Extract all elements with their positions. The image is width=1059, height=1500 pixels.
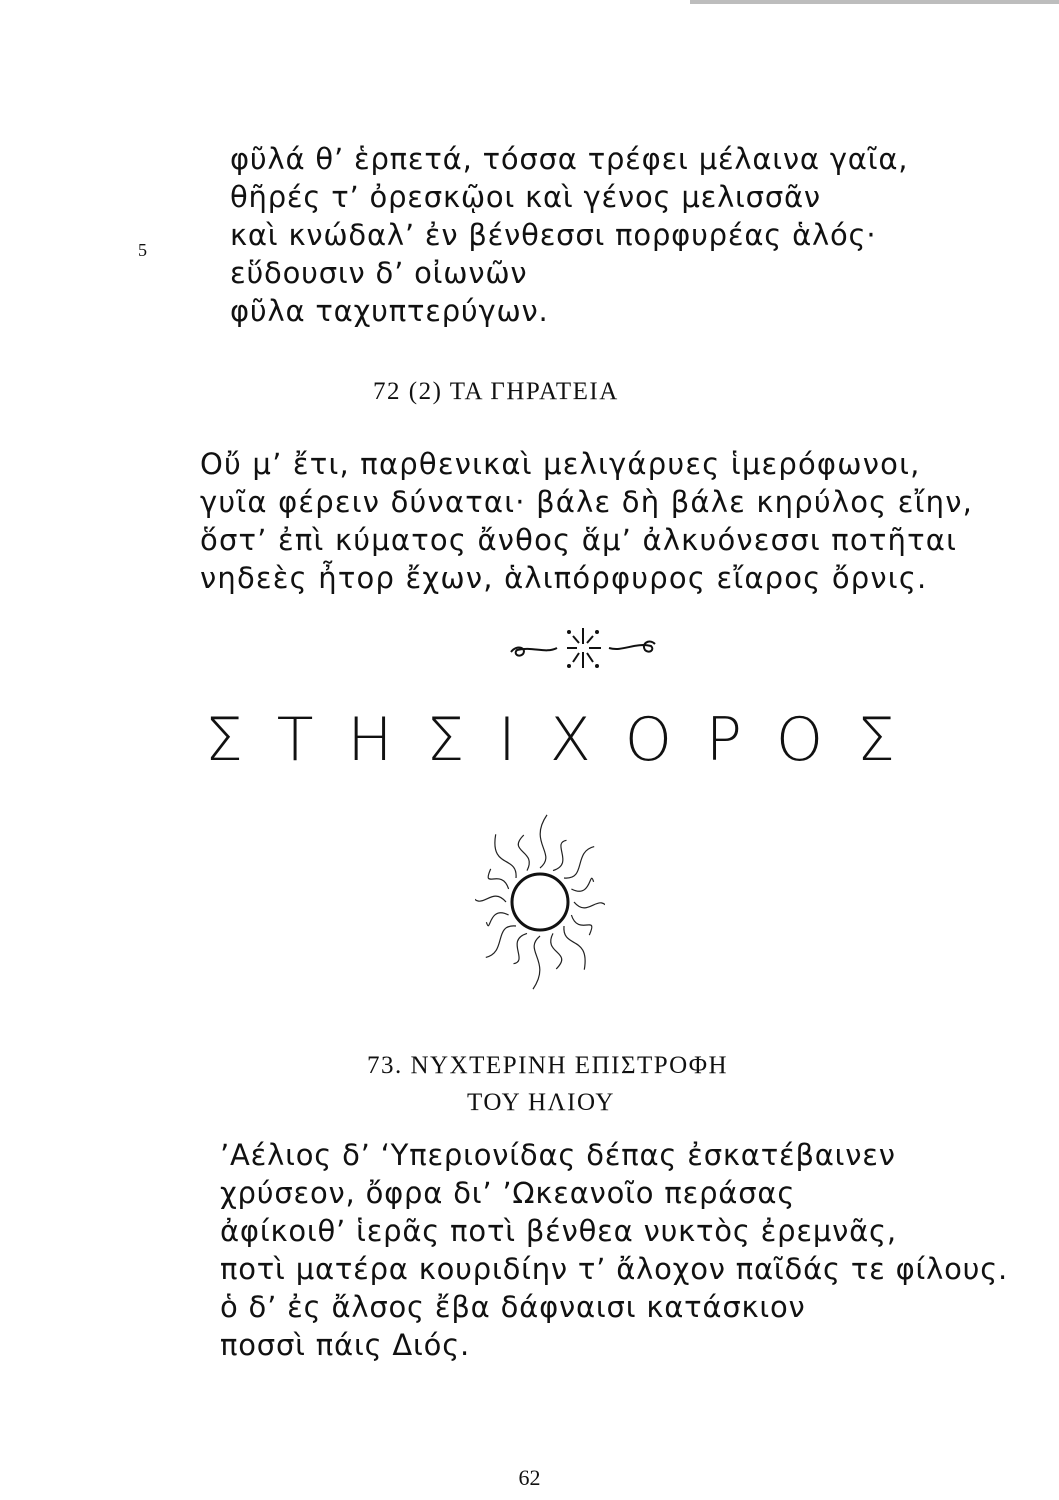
verse-line: ποσσὶ πάις Διός. <box>220 1328 471 1362</box>
sun-ray <box>514 933 528 963</box>
sun-ray <box>518 835 529 871</box>
sun-ray <box>574 902 605 911</box>
sun-ray <box>564 847 594 879</box>
sun-ray <box>533 936 540 989</box>
fragment-72-verse <box>200 445 973 597</box>
poet-letter: Ο <box>624 705 672 775</box>
sun-ray <box>475 893 506 902</box>
fragment-73-title-line1: 73. ΝΥΧΤΕΡΙΝΗ ΕΠΙΣΤΡΟΦΗ <box>367 1052 729 1079</box>
verse-line: Οὔ μ’ ἔτι, παρθενικαὶ μελιγάρυες ἱμερόφωνοι, <box>200 447 921 481</box>
poet-letter: Σ <box>426 705 465 775</box>
verse-line: εὕδουσιν δ’ οἰωνῶν <box>230 256 528 290</box>
fragment-71-verse <box>230 140 908 330</box>
poet-letter: Ρ <box>705 705 742 775</box>
sun-ray <box>571 878 593 891</box>
sun-ray <box>553 840 567 870</box>
sun-ray <box>486 926 516 958</box>
poet-name-stesichoros <box>205 700 895 780</box>
scan-edge-line <box>690 0 1059 4</box>
sun-illustration-icon <box>475 810 605 990</box>
flourish-ornament-icon <box>505 618 665 678</box>
sun-ray <box>571 915 591 935</box>
sun-ray <box>540 815 547 868</box>
sun-ray <box>551 933 562 969</box>
poet-letter: Χ <box>549 705 591 775</box>
poet-letter: Σ <box>856 705 895 775</box>
fragment-72-title: 72 (2) ΤΑ ΓΗΡΑΤΕΙΑ <box>373 378 619 405</box>
page-number: 62 <box>518 1465 541 1490</box>
verse-line: νηδεὲς ἦτορ ἔχων, ἁλιπόρφυρος εἴαρος ὄρνις. <box>200 561 928 595</box>
sun-ray <box>564 926 585 970</box>
verse-line: ἀφίκοιθ’ ἱερᾶς ποτὶ βένθεα νυκτὸς ἐρεμνᾶς, <box>220 1214 897 1248</box>
verse-line: φῦλά θ’ ἑρπετά, τόσσα τρέφει μέλαινα γαῖα, <box>230 142 909 176</box>
sun-ray <box>486 913 508 926</box>
poet-letter: Ο <box>775 705 824 775</box>
poet-letter: Τ <box>276 705 314 775</box>
poet-letter: Η <box>347 705 393 775</box>
verse-line: θῆρές τ’ ὀρεσκῷοι καὶ γένος μελισσᾶν <box>230 180 821 214</box>
sun-ray <box>495 834 516 878</box>
fragment-73-title-line2: ΤΟΥ ΗΛΙΟΥ <box>467 1089 615 1116</box>
verse-line: ’Αέλιος δ’ ‘Υπεριονίδας δέπας ἐσκατέβαινεν <box>220 1138 896 1172</box>
verse-line: ὁ δ’ ἐς ἄλσος ἔβα δάφναισι κατάσκιον <box>220 1290 806 1324</box>
verse-line: καὶ κνώδαλ’ ἐν βένθεσσι πορφυρέας ἁλός· <box>230 218 877 252</box>
poet-letter: Ι <box>498 705 516 775</box>
fragment-73-verse <box>220 1136 1008 1364</box>
verse-line: ὅστ’ ἐπὶ κύματος ἄνθος ἅμ’ ἀλκυόνεσσι ποτῆται <box>200 523 958 557</box>
verse-line: ποτὶ ματέρα κουριδίην τ’ ἄλοχον παῖδάς τε φίλους. <box>220 1252 1009 1286</box>
verse-line: χρύσεον, ὄφρα δι’ ’Ωκεανοῖο περάσας <box>220 1176 796 1210</box>
sun-ray <box>488 869 508 889</box>
poet-letter: Σ <box>205 705 243 775</box>
verse-line: φῦλα ταχυπτερύγων. <box>230 294 549 328</box>
verse-line: γυῖα φέρειν δύναται· βάλε δὴ βάλε κηρύλος εἴην, <box>200 485 974 519</box>
line-number: 5 <box>138 240 147 260</box>
